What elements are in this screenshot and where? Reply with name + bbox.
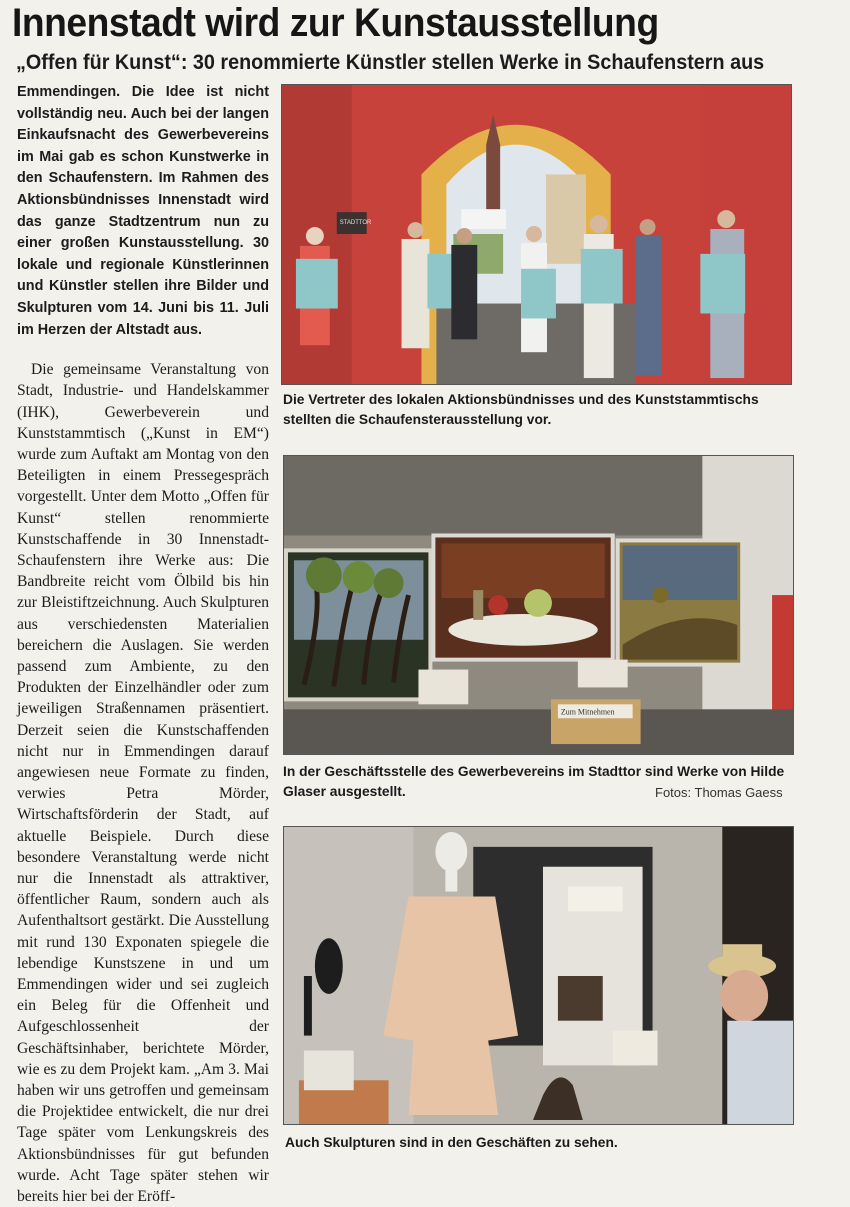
body-paragraph: Die gemeinsame Veranstaltung von Stadt, Industrie- und Handelskammer (IHK), Gewerbeverein und Kunststammtisch („Kunst in EM“) wurde zum Auftakt am Montag von den Beteiligten in einem Pressegespräch vorgestellt. Unter dem Motto „Offen für Kunst“ stellen renommierte Kunstschaffende in 30 Innenstadt-Schaufenstern ihre Werke aus: Die Bandbreite reicht vom Ölbild bis hin zur Bleistiftzeichnung. Auch Skulpturen aus verschiedensten Materialien bereichern die Auslagen. Sie werden passend zum Ambiente, zu den Produkten der Einzelhändler oder zum jeweiligen Straßennamen präsentiert. Derzeit seien die Kunstschaffenden nicht nur in Emmendingen darauf angewiesen neue Formate zu finden, verwies Petra Mörder, Wirtschaftsförderin der Stadt, auf aktuelle Beispiele. Durch diese besondere Veranstaltung werde nicht nur die Innenstadt als attraktiver, öffentlicher Raum, sondern auch als Aufenthaltsort gestärkt. Die Ausstellung mit rund 130 Exponaten spiegele die lebendige Kunstszene in und um Emmendingen wider und sei zugleich ein Beleg für die Offenheit und Aufgeschlossenheit der Geschäftsinhaber, berichtete Mörder, wie es zu dem Projekt kam. „Am 3. Mai haben wir uns getroffen und gemeinsam die Projektidee entwickelt, die nur drei Tage später vom Lenkungskreis des Aktionsbündnisses für gut befunden wurde. Acht Tage später stehen wir bereits hier bei der Eröff- <box>17 361 269 1206</box>
gate-sign: STADTTOR <box>339 220 372 227</box>
subheadline: „Offen für Kunst“: 30 renommierte Künstler stellen Werke in Schaufenstern aus <box>16 50 765 74</box>
paintings-illustration <box>284 456 793 754</box>
sculptures-illustration <box>284 827 793 1124</box>
photo-shop-window-paintings <box>283 455 794 755</box>
lead-paragraph: Emmendingen. Die Idee ist nicht vollständig neu. Auch bei der langen Einkaufsnacht des Gewerbevereins im Mai gab es schon Kunstwerke in den Schaufenstern. Im Rahmen des Aktionsbündnisses Innenstadt wird das ganze Stadtzentrum nun zu einer großen Kunstausstellung. 30 lokale und regionale Künstlerinnen und Künstler stellen ihre Bilder und Skulpturen vom 14. Juni bis 11. Juli im Herzen der Altstadt aus. <box>17 84 269 338</box>
box-label: Zum Mitnehmen <box>560 707 615 717</box>
photo-sculptures-shop <box>283 826 794 1125</box>
caption-photo-3: Auch Skulpturen sind in den Geschäften zu sehen. <box>285 1135 618 1150</box>
photo-city-gate-group <box>281 84 792 385</box>
headline: Innenstadt wird zur Kunstausstellung <box>12 1 659 45</box>
article-column <box>17 82 269 1207</box>
photo-credit: Fotos: Thomas Gaess <box>655 785 783 800</box>
caption-photo-1: Die Vertreter des lokalen Aktionsbündnisses und des Kunststammtischs stellten die Schaufensterausstellung vor. <box>283 392 759 427</box>
city-gate-illustration <box>282 85 791 384</box>
caption-photo-2: In der Geschäftsstelle des Gewerbevereins im Stadttor sind Werke von Hilde Glaser ausgestellt. <box>283 764 785 799</box>
